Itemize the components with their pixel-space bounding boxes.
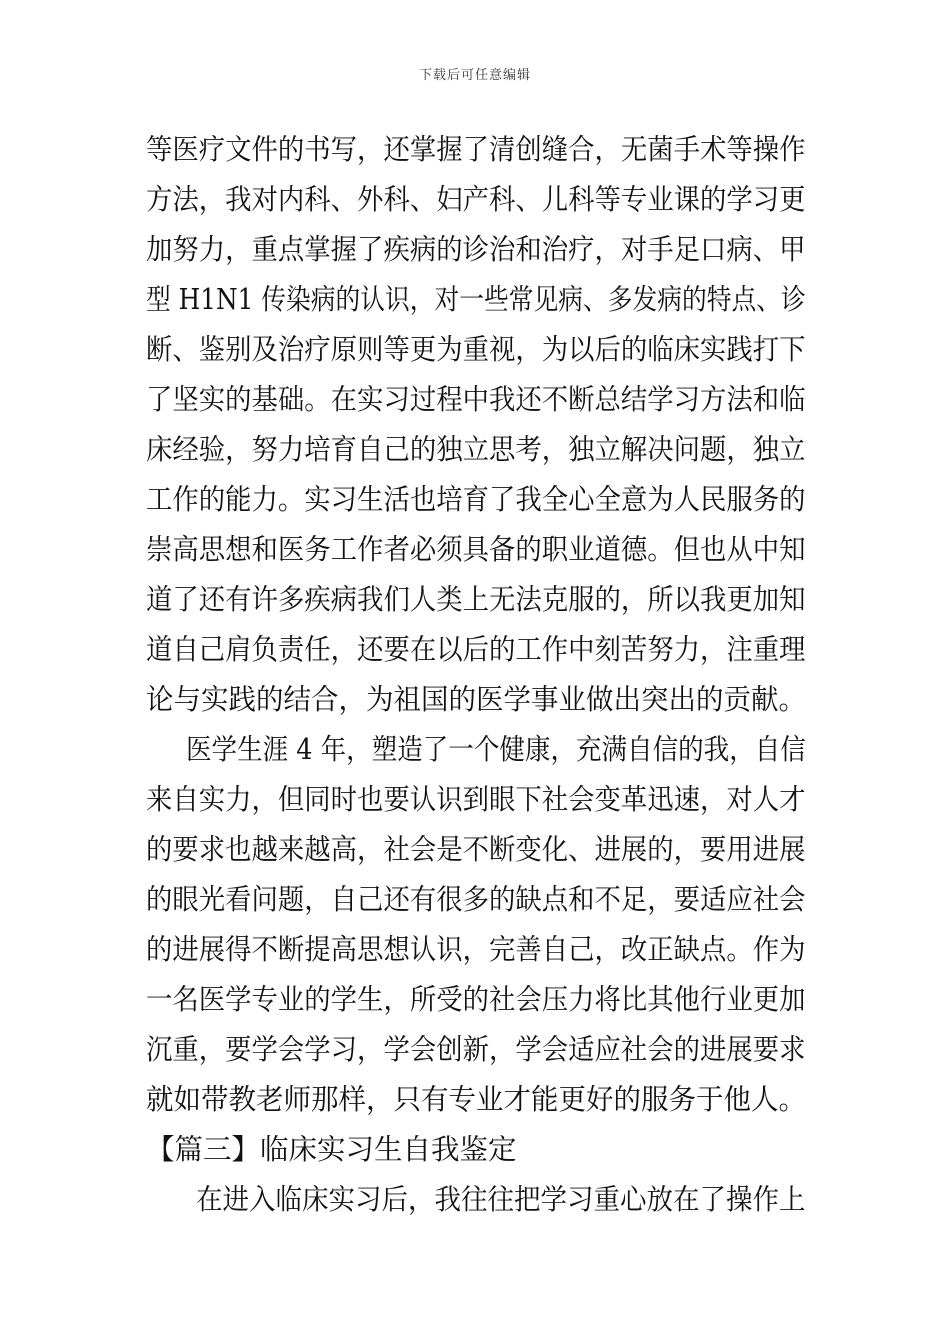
text-line: 就如带教老师那样，只有专业才能更好的服务于他人。 [146,1083,807,1116]
text-line: 等医疗文件的书写，还掌握了清创缝合，无菌手术等操作 [146,133,806,166]
text-line: 的要求也越来越高，社会是不断变化、进展的，要用进展 [146,833,806,866]
text-line: 了坚实的基础。在实习过程中我还不断总结学习方法和临 [146,383,806,416]
text-line: 方法，我对内科、外科、妇产科、儿科等专业课的学习更 [146,183,806,216]
page-header: 下载后可任意编辑 [418,68,531,83]
text-line: 的进展得不断提高思想认识，完善自己，改正缺点。作为 [146,933,806,966]
section-heading: 【篇三】临床实习生自我鉴定 [146,1133,517,1166]
text-line: 论与实践的结合，为祖国的医学事业做出突出的贡献。 [146,683,807,716]
text-line: 来自实力，但同时也要认识到眼下社会变革迅速，对人才 [146,783,806,816]
text-line: 加努力，重点掌握了疾病的诊治和治疗，对手足口病、甲 [146,233,806,266]
text-line: 一名医学专业的学生，所受的社会压力将比其他行业更加 [146,983,806,1016]
text-line: 的眼光看问题，自己还有很多的缺点和不足，要适应社会 [146,883,806,916]
text-line: 道自己肩负责任，还要在以后的工作中刻苦努力，注重理 [146,633,806,666]
text-line: 崇高思想和医务工作者必须具备的职业道德。但也从中知 [146,533,806,566]
text-line: 型 H1N1 传染病的认识，对一些常见病、多发病的特点、诊 [146,283,806,316]
text-line: 工作的能力。实习生活也培育了我全心全意为人民服务的 [146,483,806,516]
text-line: 道了还有许多疾病我们人类上无法克服的，所以我更加知 [146,583,806,616]
text-line: 床经验，努力培育自己的独立思考，独立解决问题，独立 [146,433,806,466]
text-line: 沉重，要学会学习，学会创新，学会适应社会的进展要求 [146,1033,806,1066]
paragraph-first-line: 在进入临床实习后，我往往把学习重心放在了操作上 [196,1183,806,1216]
paragraph-first-line: 医学生涯 4 年，塑造了一个健康，充满自信的我，自信 [186,733,806,766]
text-line: 断、鉴别及治疗原则等更为重视，为以后的临床实践打下 [146,333,806,366]
